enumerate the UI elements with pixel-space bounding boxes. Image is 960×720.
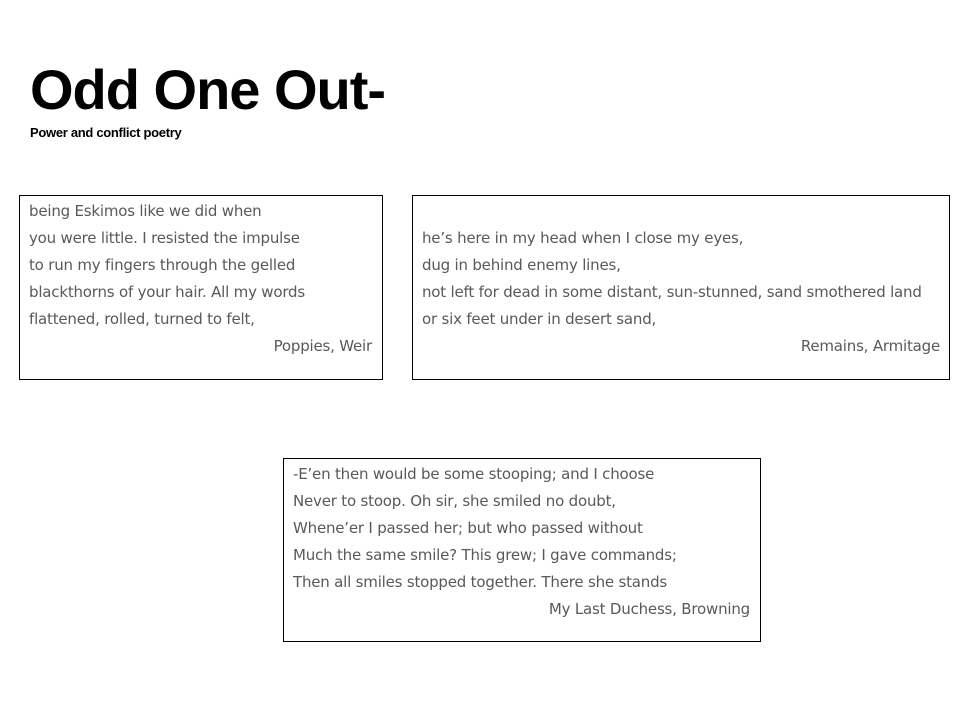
quote-line: Much the same smile? This grew; I gave commands; <box>293 546 677 564</box>
slide-subtitle: Power and conflict poetry <box>30 125 182 140</box>
quote-line: to run my fingers through the gelled <box>29 256 296 274</box>
quote-box-poppies <box>19 195 383 380</box>
quote-lines <box>422 225 940 333</box>
quote-line: not left for dead in some distant, sun-stunned, sand smothered land <box>422 283 922 301</box>
quote-line: Whene’er I passed her; but who passed without <box>293 519 643 537</box>
quote-line: or six feet under in desert sand, <box>422 310 657 328</box>
quote-attribution: My Last Duchess, Browning <box>548 600 750 618</box>
slide-title: Odd One Out- <box>30 58 386 121</box>
quote-attribution: Remains, Armitage <box>800 337 940 355</box>
quote-line: you were little. I resisted the impulse <box>29 229 300 247</box>
quote-line: he’s here in my head when I close my eyes, <box>422 229 744 247</box>
quote-line: blackthorns of your hair. All my words <box>29 283 305 301</box>
quote-line: Never to stoop. Oh sir, she smiled no doubt, <box>293 492 616 510</box>
quote-line: flattened, rolled, turned to felt, <box>29 310 255 328</box>
quote-lines <box>293 461 750 596</box>
quote-line: -E’en then would be some stooping; and I choose <box>293 465 655 483</box>
quote-line: being Eskimos like we did when <box>29 202 262 220</box>
quote-lines <box>29 198 372 333</box>
quote-line: dug in behind enemy lines, <box>422 256 621 274</box>
quote-line: Then all smiles stopped together. There she stands <box>293 573 668 591</box>
quote-box-remains <box>412 195 950 380</box>
quote-box-my-last-duchess <box>283 458 761 642</box>
quote-attribution: Poppies, Weir <box>273 337 372 355</box>
